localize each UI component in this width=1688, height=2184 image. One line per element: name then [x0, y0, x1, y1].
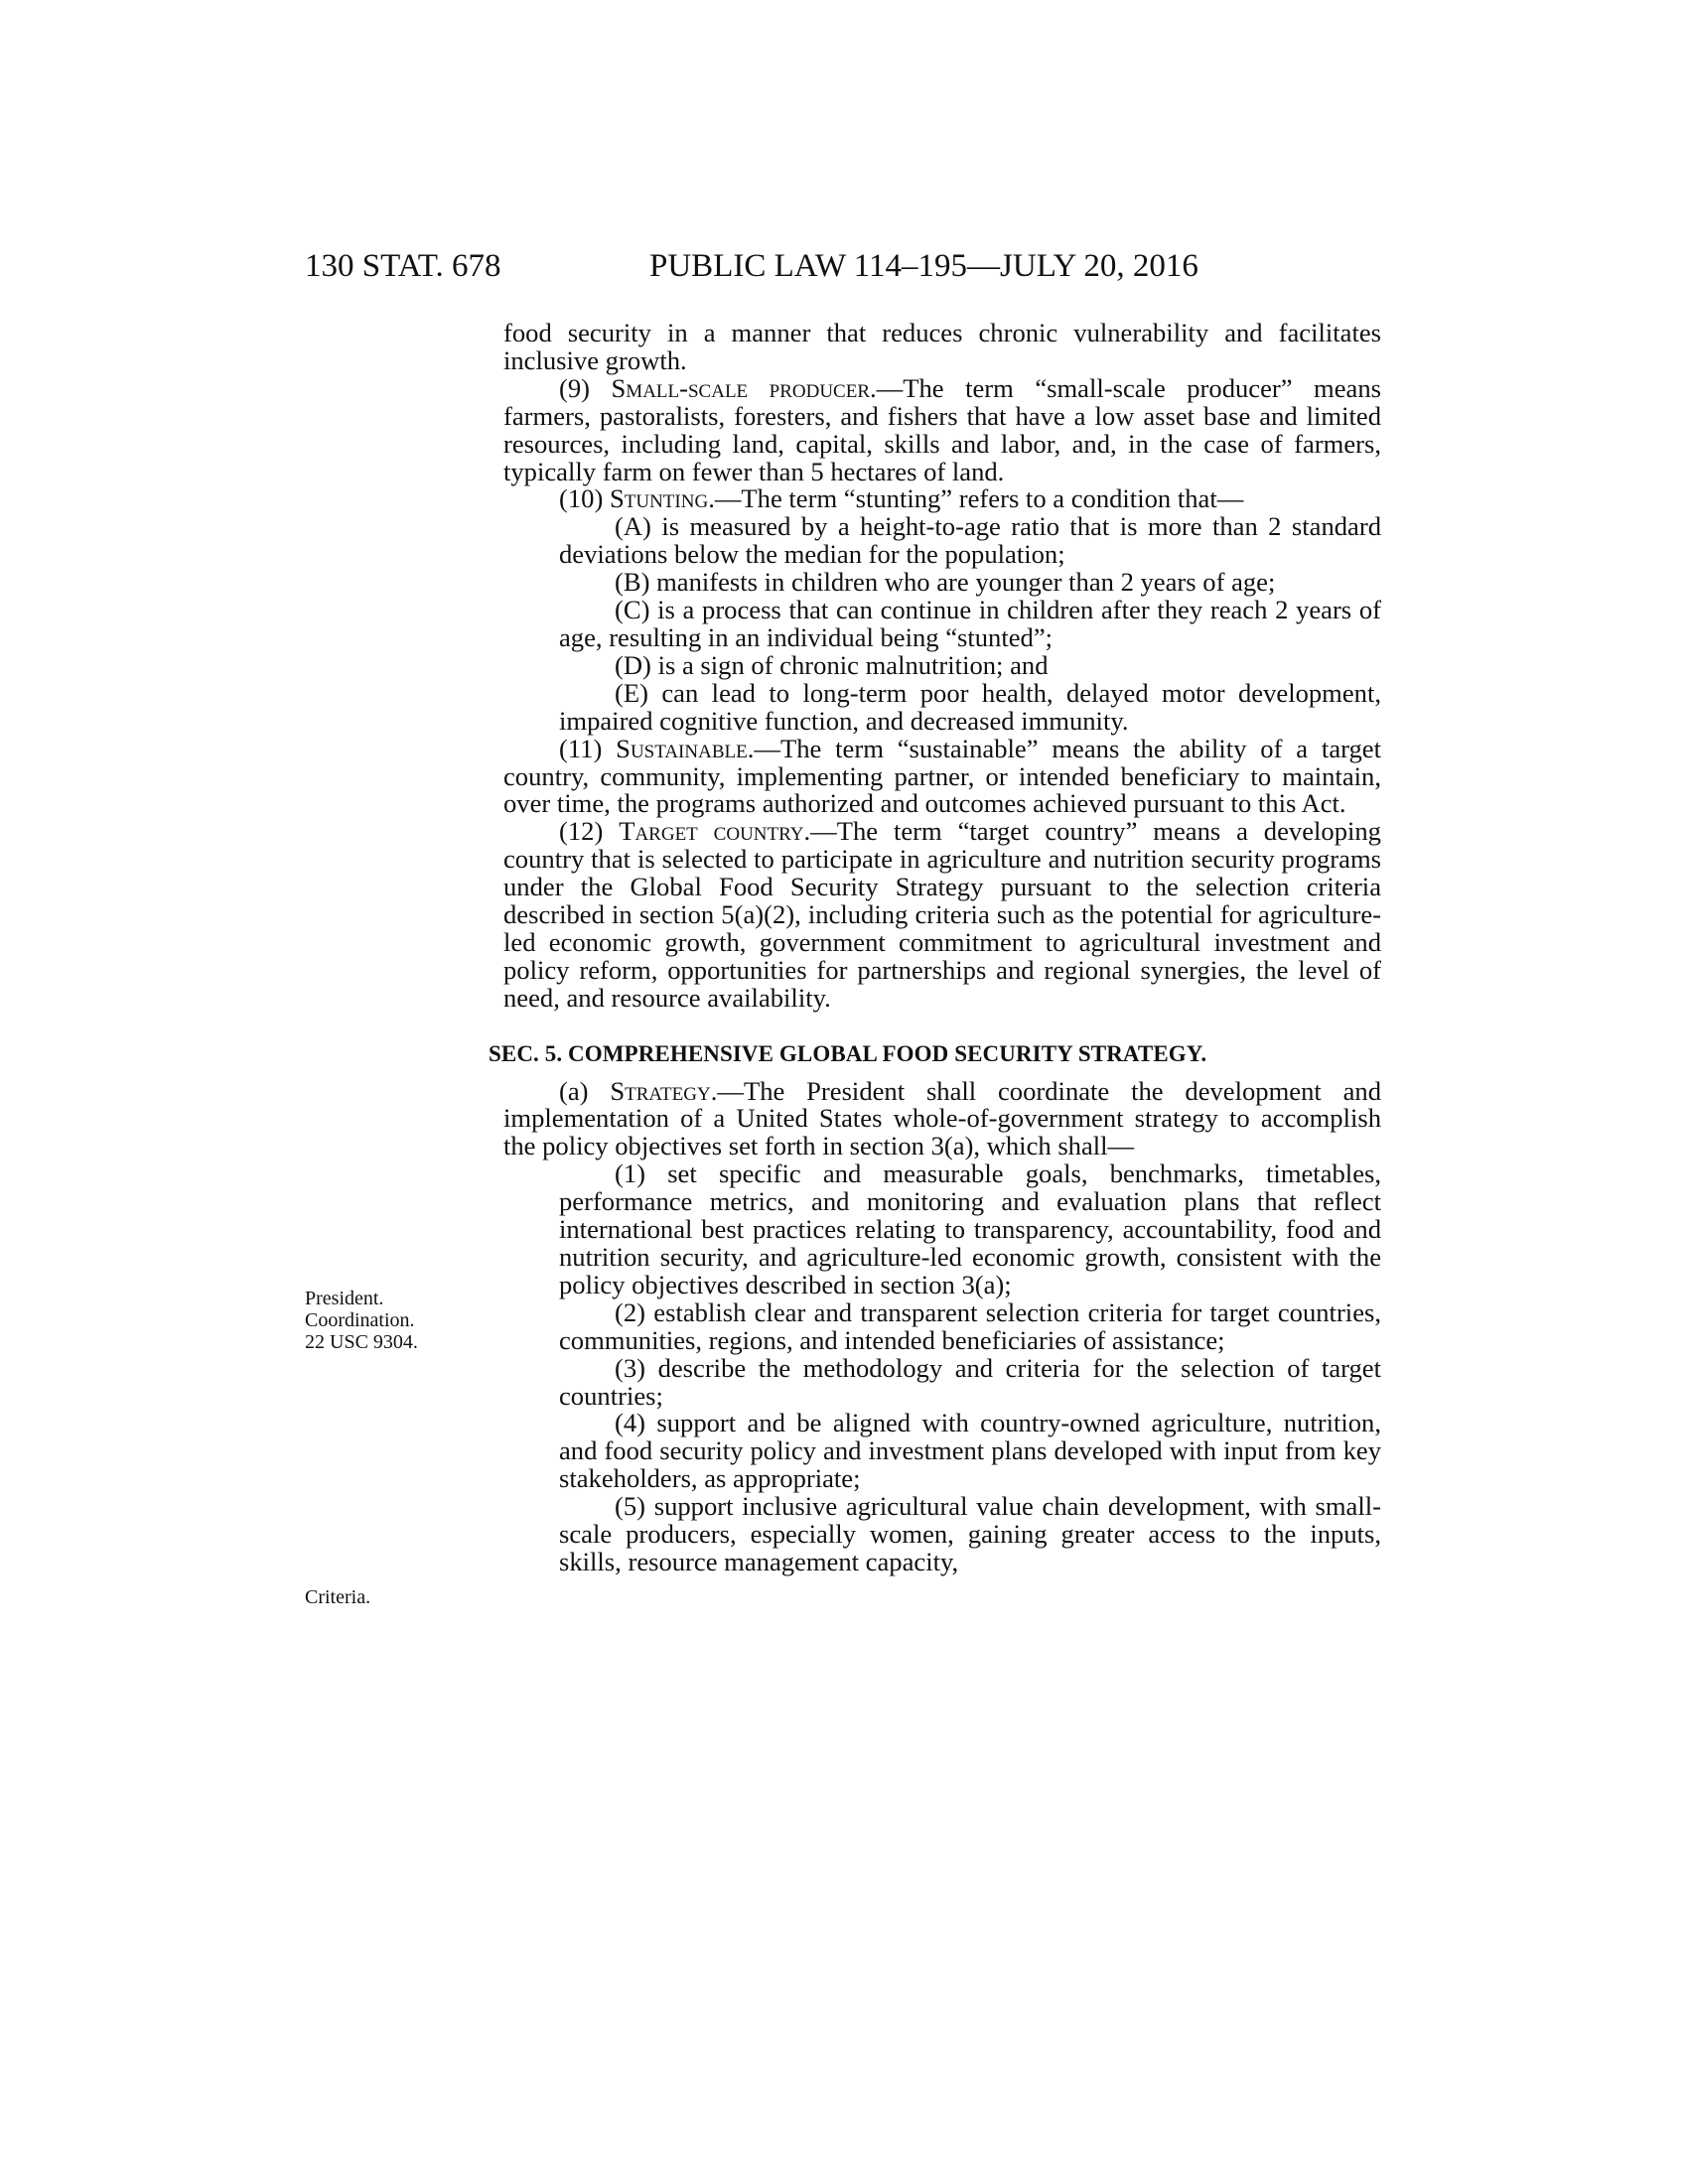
- margin-note-sec5: [305, 1288, 418, 1353]
- paragraph-2: (2) establish clear and transparent selection criteria for target countries, communities, regions, and intended beneficiaries of assistance;: [559, 1297, 1381, 1355]
- paragraph-3: (3) describe the methodology and criteria for the selection of target countries;: [559, 1352, 1381, 1411]
- margin-note-line: President.: [305, 1288, 384, 1309]
- subparagraph-a: (A) is measured by a height-to-age ratio that is more than 2 standard deviations below the median for the population;: [559, 511, 1381, 570]
- definition-text: .—The term “stunting” refers to a condition that—: [708, 483, 1244, 514]
- definition-11: [503, 733, 1381, 819]
- definition-text: .—The term “small-scale producer” means farmers, pastoralists, foresters, and fishers that have a low asset base and limited resources, including land, capital, skills and labor, and, in the case of farmers, typically farm on fewer than 5 hectares of land.: [503, 372, 1381, 486]
- definition-10: [503, 485, 1381, 513]
- subparagraph-d: (D) is a sign of chronic malnutrition; and: [615, 649, 1049, 680]
- subsection-a: [503, 1075, 1381, 1161]
- definition-term: Stunting: [609, 483, 709, 514]
- section-heading: SEC. 5. COMPREHENSIVE GLOBAL FOOD SECURITY STRATEGY.: [489, 1040, 1207, 1066]
- margin-note-line: 22 USC 9304.: [305, 1331, 418, 1353]
- paragraph-continuation: food security in a manner that reduces chronic vulnerability and facilitates inclusive growth.: [503, 318, 1381, 375]
- definition-number: (10): [559, 483, 610, 514]
- margin-note-line: Coordination.: [305, 1309, 415, 1331]
- definition-number: (9): [559, 372, 612, 403]
- page-reference: 130 STAT. 678: [305, 248, 501, 284]
- definition-text: .—The term “sustainable” means the ability of a target country, community, implementing partner, or intended beneficiary to maintain, over time, the programs authorized and outcomes achieved pursuant to this Act.: [503, 733, 1381, 819]
- subparagraph-b: (B) manifests in children who are younger than 2 years of age;: [615, 567, 1276, 598]
- definition-text: .—The term “target country” means a developing country that is selected to participate in agriculture and nutrition security programs under the Global Food Security Strategy pursuant to the selection criteria described in section 5(a)(2), including criteria such as the potential for agriculture-led economic growth, government commitment to agricultural investment and policy reform, opportunities for partnerships and regional synergies, the level of need, and resource availability.: [503, 816, 1381, 1013]
- subparagraph-c: (C) is a process that can continue in children after they reach 2 years of age, resulting in an individual being “stunted”;: [559, 595, 1381, 652]
- definition-12: [503, 818, 1381, 1012]
- document-body: [489, 318, 1381, 1576]
- definition-9: [503, 372, 1381, 486]
- running-header: PUBLIC LAW 114–195—JULY 20, 2016: [649, 248, 1198, 284]
- definition-number: (12): [559, 816, 620, 847]
- definition-term: Sustainable: [616, 733, 748, 763]
- definition-term: Target country: [619, 816, 804, 847]
- definition-number: (11): [559, 733, 617, 763]
- definition-term: Small-scale producer: [611, 372, 871, 403]
- margin-note-criteria: Criteria.: [305, 1586, 371, 1608]
- paragraph-1: (1) set specific and measurable goals, benchmarks, timetables, performance metrics, and monitoring and evaluation plans that reflect international best practices relating to transparency, accountability, food and nutrition security, and agriculture-led economic growth, consistent with the policy objectives described in section 3(a);: [559, 1159, 1381, 1299]
- subsection-text: .—The President shall coordinate the development and implementation of a United States whole-of-government strategy to accomplish the policy objectives set forth in section 3(a), which shall—: [503, 1075, 1381, 1161]
- subparagraph-e: (E) can lead to long-term poor health, delayed motor development, impaired cognitive function, and decreased immunity.: [559, 677, 1381, 736]
- subsection-term: Strategy: [610, 1075, 711, 1106]
- paragraph-5: (5) support inclusive agricultural value chain development, with small-scale producers, especially women, gaining greater access to the inputs, skills, resource management capacity,: [559, 1491, 1381, 1576]
- paragraph-4: (4) support and be aligned with country-owned agriculture, nutrition, and food security policy and investment plans developed with input from key stakeholders, as appropriate;: [559, 1408, 1381, 1494]
- subsection-number: (a): [559, 1075, 611, 1106]
